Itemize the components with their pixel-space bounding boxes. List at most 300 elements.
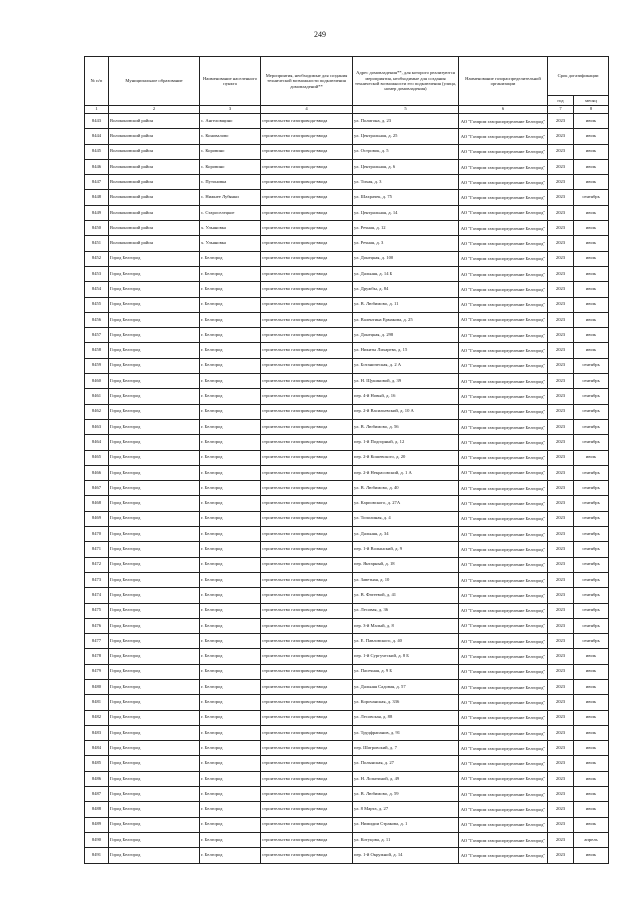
row-number: 8489 bbox=[85, 817, 109, 832]
measure-cell: строительство газопровода-ввода bbox=[261, 144, 353, 159]
organization-cell: АО "Газпром газораспределение Белгород" bbox=[459, 343, 548, 358]
organization-cell: АО "Газпром газораспределение Белгород" bbox=[459, 725, 548, 740]
organization-cell: АО "Газпром газораспределение Белгород" bbox=[459, 511, 548, 526]
row-number: 8491 bbox=[85, 848, 109, 863]
organization-cell: АО "Газпром газораспределение Белгород" bbox=[459, 710, 548, 725]
month-cell: июль bbox=[574, 450, 609, 465]
organization-cell: АО "Газпром газораспределение Белгород" bbox=[459, 603, 548, 618]
address-cell: ул. Полынская, д. 27 bbox=[353, 756, 459, 771]
page-number: 249 bbox=[314, 30, 326, 39]
organization-cell: АО "Газпром газораспределение Белгород" bbox=[459, 527, 548, 542]
measure-cell: строительство газопровода-ввода bbox=[261, 588, 353, 603]
table-row bbox=[85, 481, 609, 496]
address-cell: пер. Шатровский, д. 7 bbox=[353, 741, 459, 756]
gasification-table bbox=[84, 56, 609, 864]
year-cell: 2023 bbox=[548, 159, 574, 174]
organization-cell: АО "Газпром газораспределение Белгород" bbox=[459, 832, 548, 847]
row-number: 8468 bbox=[85, 496, 109, 511]
year-cell: 2023 bbox=[548, 358, 574, 373]
organization-cell: АО "Газпром газораспределение Белгород" bbox=[459, 282, 548, 297]
month-cell: сентябрь bbox=[574, 404, 609, 419]
month-cell: июль bbox=[574, 710, 609, 725]
measure-cell: строительство газопровода-ввода bbox=[261, 450, 353, 465]
year-cell: 2023 bbox=[548, 695, 574, 710]
row-number: 8456 bbox=[85, 312, 109, 327]
table-row bbox=[85, 297, 609, 312]
month-cell: сентябрь bbox=[574, 603, 609, 618]
organization-cell: АО "Газпром газораспределение Белгород" bbox=[459, 618, 548, 633]
settlement-cell: х. Ульяновка bbox=[200, 221, 261, 236]
municipality-cell: Город Белгород bbox=[109, 358, 200, 373]
table-row bbox=[85, 205, 609, 220]
year-cell: 2023 bbox=[548, 496, 574, 511]
address-cell: ул. Н. Щукиновой, д. 39 bbox=[353, 374, 459, 389]
municipality-cell: Город Белгород bbox=[109, 832, 200, 847]
organization-cell: АО "Газпром газораспределение Белгород" bbox=[459, 741, 548, 756]
settlement-cell: с. Нижнее Лубянки bbox=[200, 190, 261, 205]
settlement-cell: г. Белгород bbox=[200, 297, 261, 312]
measure-cell: строительство газопровода-ввода bbox=[261, 389, 353, 404]
year-cell: 2023 bbox=[548, 435, 574, 450]
month-cell: июль bbox=[574, 802, 609, 817]
settlement-cell: г. Белгород bbox=[200, 435, 261, 450]
table-row bbox=[85, 450, 609, 465]
row-number: 8481 bbox=[85, 695, 109, 710]
table-row bbox=[85, 435, 609, 450]
municipality-cell: Волоконовский район bbox=[109, 205, 200, 220]
address-cell: ул. Трудфрапанов, д. 91 bbox=[353, 725, 459, 740]
address-cell: ул. Лесовая, д. 36 bbox=[353, 603, 459, 618]
year-cell: 2023 bbox=[548, 190, 574, 205]
measure-cell: строительство газопровода-ввода bbox=[261, 205, 353, 220]
municipality-cell: Город Белгород bbox=[109, 312, 200, 327]
measure-cell: строительство газопровода-ввода bbox=[261, 511, 353, 526]
municipality-cell: Город Белгород bbox=[109, 511, 200, 526]
table-row bbox=[85, 374, 609, 389]
settlement-cell: с. Ангеловщино bbox=[200, 114, 261, 129]
month-cell: июль bbox=[574, 756, 609, 771]
measure-cell: строительство газопровода-ввода bbox=[261, 679, 353, 694]
address-cell: ул. Центральная, д. 14 bbox=[353, 205, 459, 220]
measure-cell: строительство газопровода-ввода bbox=[261, 710, 353, 725]
organization-cell: АО "Газпром газораспределение Белгород" bbox=[459, 649, 548, 664]
organization-cell: АО "Газпром газораспределение Белгород" bbox=[459, 159, 548, 174]
organization-cell: АО "Газпром газораспределение Белгород" bbox=[459, 802, 548, 817]
settlement-cell: г. Белгород bbox=[200, 404, 261, 419]
address-cell: пер. 3-й Малый, д. 8 bbox=[353, 618, 459, 633]
measure-cell: строительство газопровода-ввода bbox=[261, 374, 353, 389]
address-cell: пер. 4-й Новый, д. 16 bbox=[353, 389, 459, 404]
organization-cell: АО "Газпром газораспределение Белгород" bbox=[459, 695, 548, 710]
municipality-cell: Волоконовский район bbox=[109, 236, 200, 251]
month-cell: июль bbox=[574, 312, 609, 327]
year-cell: 2023 bbox=[548, 542, 574, 557]
municipality-cell: Город Белгород bbox=[109, 328, 200, 343]
month-cell: июль bbox=[574, 741, 609, 756]
table-row bbox=[85, 465, 609, 480]
month-cell: июль bbox=[574, 114, 609, 129]
address-cell: пер. 1-й Окружной, д. 14 bbox=[353, 848, 459, 863]
measure-cell: строительство газопровода-ввода bbox=[261, 496, 353, 511]
year-cell: 2023 bbox=[548, 114, 574, 129]
organization-cell: АО "Газпром газораспределение Белгород" bbox=[459, 465, 548, 480]
measure-cell: строительство газопровода-ввода bbox=[261, 817, 353, 832]
column-number: 5 bbox=[353, 106, 459, 114]
table-row bbox=[85, 848, 609, 863]
row-number: 8470 bbox=[85, 527, 109, 542]
address-cell: ул. Центральная, д. 25 bbox=[353, 129, 459, 144]
organization-cell: АО "Газпром газораспределение Белгород" bbox=[459, 358, 548, 373]
settlement-cell: г. Белгород bbox=[200, 419, 261, 434]
table-row bbox=[85, 129, 609, 144]
table-row bbox=[85, 266, 609, 281]
row-number: 8483 bbox=[85, 725, 109, 740]
settlement-cell: г. Белгород bbox=[200, 618, 261, 633]
header-measures: Мероприятия, необходимые для создания технической возможности подключения домовладений** bbox=[261, 57, 353, 106]
month-cell: сентябрь bbox=[574, 435, 609, 450]
table-row bbox=[85, 190, 609, 205]
month-cell: сентябрь bbox=[574, 374, 609, 389]
month-cell: июль bbox=[574, 144, 609, 159]
settlement-cell: г. Белгород bbox=[200, 603, 261, 618]
address-cell: пер. 2-й Васильевский, д. 10 А bbox=[353, 404, 459, 419]
address-cell: ул. Тихая, д. 3 bbox=[353, 175, 459, 190]
month-cell: сентябрь bbox=[574, 389, 609, 404]
row-number: 8473 bbox=[85, 572, 109, 587]
year-cell: 2023 bbox=[548, 527, 574, 542]
table-row bbox=[85, 312, 609, 327]
month-cell: сентябрь bbox=[574, 465, 609, 480]
row-number: 8479 bbox=[85, 664, 109, 679]
row-number: 8484 bbox=[85, 741, 109, 756]
month-cell: сентябрь bbox=[574, 572, 609, 587]
row-number: 8480 bbox=[85, 679, 109, 694]
address-cell: ул. Никиты Лихарева, д. 15 bbox=[353, 343, 459, 358]
measure-cell: строительство газопровода-ввода bbox=[261, 481, 353, 496]
address-cell: ул. Валентина Ермакова, д. 25 bbox=[353, 312, 459, 327]
municipality-cell: Город Белгород bbox=[109, 572, 200, 587]
table-row bbox=[85, 419, 609, 434]
table-row bbox=[85, 649, 609, 664]
month-cell: сентябрь bbox=[574, 634, 609, 649]
month-cell: сентябрь bbox=[574, 190, 609, 205]
row-number: 8469 bbox=[85, 511, 109, 526]
address-cell: ул. В. Любимово, д. 11 bbox=[353, 297, 459, 312]
settlement-cell: г. Белгород bbox=[200, 450, 261, 465]
settlement-cell: г. Белгород bbox=[200, 557, 261, 572]
header-municipality: Муниципальное образование bbox=[109, 57, 200, 106]
month-cell: сентябрь bbox=[574, 419, 609, 434]
header-organization: Наименование газораспределительной организации bbox=[459, 57, 548, 106]
table-row bbox=[85, 695, 609, 710]
municipality-cell: Город Белгород bbox=[109, 343, 200, 358]
month-cell: июль bbox=[574, 129, 609, 144]
measure-cell: строительство газопровода-ввода bbox=[261, 190, 353, 205]
settlement-cell: с. Коновалово bbox=[200, 129, 261, 144]
settlement-cell: г. Белгород bbox=[200, 848, 261, 863]
header-settlement: Наименование населенного пункта bbox=[200, 57, 261, 106]
year-cell: 2023 bbox=[548, 129, 574, 144]
column-number: 3 bbox=[200, 106, 261, 114]
municipality-cell: Волоконовский район bbox=[109, 144, 200, 159]
table-row bbox=[85, 771, 609, 786]
year-cell: 2023 bbox=[548, 710, 574, 725]
year-cell: 2023 bbox=[548, 481, 574, 496]
row-number: 8447 bbox=[85, 175, 109, 190]
settlement-cell: г. Белгород bbox=[200, 572, 261, 587]
address-cell: ул. 8 Марта, д. 27 bbox=[353, 802, 459, 817]
organization-cell: АО "Газпром газораспределение Белгород" bbox=[459, 481, 548, 496]
table-row bbox=[85, 756, 609, 771]
settlement-cell: г. Белгород bbox=[200, 389, 261, 404]
row-number: 8459 bbox=[85, 358, 109, 373]
header-month: месяц bbox=[574, 96, 609, 106]
measure-cell: строительство газопровода-ввода bbox=[261, 175, 353, 190]
year-cell: 2023 bbox=[548, 266, 574, 281]
row-number: 8490 bbox=[85, 832, 109, 847]
organization-cell: АО "Газпром газораспределение Белгород" bbox=[459, 144, 548, 159]
row-number: 8452 bbox=[85, 251, 109, 266]
settlement-cell: г. Белгород bbox=[200, 266, 261, 281]
address-cell: ул. Дальняя Садовая, д. 57 bbox=[353, 679, 459, 694]
settlement-cell: г. Белгород bbox=[200, 527, 261, 542]
table-row bbox=[85, 572, 609, 587]
measure-cell: строительство газопровода-ввода bbox=[261, 741, 353, 756]
settlement-cell: г. Белгород bbox=[200, 710, 261, 725]
measure-cell: строительство газопровода-ввода bbox=[261, 848, 353, 863]
table-row bbox=[85, 221, 609, 236]
measure-cell: строительство газопровода-ввода bbox=[261, 832, 353, 847]
row-number: 8478 bbox=[85, 649, 109, 664]
address-cell: ул. Центральная, д. 6 bbox=[353, 159, 459, 174]
month-cell: сентябрь bbox=[574, 496, 609, 511]
year-cell: 2023 bbox=[548, 832, 574, 847]
settlement-cell: г. Белгород bbox=[200, 679, 261, 694]
settlement-cell: с. Коровино bbox=[200, 159, 261, 174]
settlement-cell: г. Белгород bbox=[200, 832, 261, 847]
row-number: 8463 bbox=[85, 419, 109, 434]
month-cell: июль bbox=[574, 343, 609, 358]
month-cell: июль bbox=[574, 297, 609, 312]
address-cell: ул. Н. Лопатиной, д. 49 bbox=[353, 771, 459, 786]
row-number: 8453 bbox=[85, 266, 109, 281]
table-row bbox=[85, 328, 609, 343]
organization-cell: АО "Газпром газораспределение Белгород" bbox=[459, 572, 548, 587]
settlement-cell: х. Ульяновка bbox=[200, 236, 261, 251]
address-cell: ул. Лесовская, д. 88 bbox=[353, 710, 459, 725]
table-header bbox=[85, 57, 609, 114]
table-row bbox=[85, 358, 609, 373]
year-cell: 2023 bbox=[548, 664, 574, 679]
measure-cell: строительство газопровода-ввода bbox=[261, 649, 353, 664]
row-number: 8454 bbox=[85, 282, 109, 297]
settlement-cell: г. Белгород bbox=[200, 664, 261, 679]
address-cell: ул. Дружбы, д. 84 bbox=[353, 282, 459, 297]
month-cell: июль bbox=[574, 771, 609, 786]
row-number: 8460 bbox=[85, 374, 109, 389]
address-cell: ул. Пасечная, д. 9 Б bbox=[353, 664, 459, 679]
settlement-cell: г. Белгород bbox=[200, 817, 261, 832]
organization-cell: АО "Газпром газораспределение Белгород" bbox=[459, 450, 548, 465]
year-cell: 2023 bbox=[548, 771, 574, 786]
address-cell: ул. В. Любимово, д. 40 bbox=[353, 481, 459, 496]
measure-cell: строительство газопровода-ввода bbox=[261, 465, 353, 480]
measure-cell: строительство газопровода-ввода bbox=[261, 664, 353, 679]
month-cell: июль bbox=[574, 236, 609, 251]
row-number: 8464 bbox=[85, 435, 109, 450]
year-cell: 2023 bbox=[548, 251, 574, 266]
municipality-cell: Волоконовский район bbox=[109, 114, 200, 129]
organization-cell: АО "Газпром газораспределение Белгород" bbox=[459, 251, 548, 266]
municipality-cell: Город Белгород bbox=[109, 848, 200, 863]
month-cell: сентябрь bbox=[574, 511, 609, 526]
row-number: 8487 bbox=[85, 787, 109, 802]
year-cell: 2023 bbox=[548, 404, 574, 419]
measure-cell: строительство газопровода-ввода bbox=[261, 129, 353, 144]
table-row bbox=[85, 664, 609, 679]
settlement-cell: г. Белгород bbox=[200, 343, 261, 358]
year-cell: 2023 bbox=[548, 221, 574, 236]
year-cell: 2023 bbox=[548, 679, 574, 694]
municipality-cell: Волоконовский район bbox=[109, 190, 200, 205]
measure-cell: строительство газопровода-ввода bbox=[261, 618, 353, 633]
table-row bbox=[85, 741, 609, 756]
row-number: 8465 bbox=[85, 450, 109, 465]
organization-cell: АО "Газпром газораспределение Белгород" bbox=[459, 542, 548, 557]
row-number: 8449 bbox=[85, 205, 109, 220]
municipality-cell: Город Белгород bbox=[109, 542, 200, 557]
table-row bbox=[85, 236, 609, 251]
organization-cell: АО "Газпром газораспределение Белгород" bbox=[459, 205, 548, 220]
month-cell: июль bbox=[574, 282, 609, 297]
measure-cell: строительство газопровода-ввода bbox=[261, 404, 353, 419]
year-cell: 2023 bbox=[548, 419, 574, 434]
address-cell: пер. 1-й Подгорный, д. 12 bbox=[353, 435, 459, 450]
measure-cell: строительство газопровода-ввода bbox=[261, 527, 353, 542]
year-cell: 2023 bbox=[548, 282, 574, 297]
address-cell: ул. Шахрачек, д. 75 bbox=[353, 190, 459, 205]
table-row bbox=[85, 282, 609, 297]
table-body bbox=[85, 114, 609, 864]
organization-cell: АО "Газпром газораспределение Белгород" bbox=[459, 817, 548, 832]
settlement-cell: г. Белгород bbox=[200, 725, 261, 740]
settlement-cell: г. Белгород bbox=[200, 282, 261, 297]
row-number: 8455 bbox=[85, 297, 109, 312]
measure-cell: строительство газопровода-ввода bbox=[261, 312, 353, 327]
municipality-cell: Город Белгород bbox=[109, 710, 200, 725]
settlement-cell: г. Белгород bbox=[200, 741, 261, 756]
settlement-cell: г. Белгород bbox=[200, 588, 261, 603]
table-row bbox=[85, 114, 609, 129]
municipality-cell: Город Белгород bbox=[109, 802, 200, 817]
header-term: Срок догазификации bbox=[548, 57, 609, 96]
year-cell: 2023 bbox=[548, 787, 574, 802]
year-cell: 2023 bbox=[548, 511, 574, 526]
municipality-cell: Волоконовский район bbox=[109, 129, 200, 144]
organization-cell: АО "Газпром газораспределение Белгород" bbox=[459, 389, 548, 404]
organization-cell: АО "Газпром газораспределение Белгород" bbox=[459, 848, 548, 863]
year-cell: 2023 bbox=[548, 175, 574, 190]
measure-cell: строительство газопровода-ввода bbox=[261, 159, 353, 174]
organization-cell: АО "Газпром газораспределение Белгород" bbox=[459, 312, 548, 327]
year-cell: 2023 bbox=[548, 465, 574, 480]
organization-cell: АО "Газпром газораспределение Белгород" bbox=[459, 496, 548, 511]
row-number: 8485 bbox=[85, 756, 109, 771]
measure-cell: строительство газопровода-ввода bbox=[261, 802, 353, 817]
municipality-cell: Город Белгород bbox=[109, 649, 200, 664]
month-cell: июль bbox=[574, 175, 609, 190]
year-cell: 2023 bbox=[548, 603, 574, 618]
column-number: 2 bbox=[109, 106, 200, 114]
address-cell: пер. 2-й Кошевского, д. 20 bbox=[353, 450, 459, 465]
address-cell: пер. 1-й Сургуческий, д. 8 Б bbox=[353, 649, 459, 664]
municipality-cell: Город Белгород bbox=[109, 679, 200, 694]
month-cell: июль bbox=[574, 649, 609, 664]
table-row bbox=[85, 710, 609, 725]
address-cell: ул. Речная, д. 12 bbox=[353, 221, 459, 236]
column-number: 4 bbox=[261, 106, 353, 114]
municipality-cell: Город Белгород bbox=[109, 787, 200, 802]
measure-cell: строительство газопровода-ввода bbox=[261, 343, 353, 358]
organization-cell: АО "Газпром газораспределение Белгород" bbox=[459, 266, 548, 281]
address-cell: ул. Карповского, д. 27А bbox=[353, 496, 459, 511]
measure-cell: строительство газопровода-ввода bbox=[261, 282, 353, 297]
address-cell: ул. Дальняя, д. 34 bbox=[353, 527, 459, 542]
month-cell: сентябрь bbox=[574, 557, 609, 572]
row-number: 8467 bbox=[85, 481, 109, 496]
row-number: 8458 bbox=[85, 343, 109, 358]
municipality-cell: Город Белгород bbox=[109, 389, 200, 404]
measure-cell: строительство газопровода-ввода bbox=[261, 114, 353, 129]
year-cell: 2023 bbox=[548, 634, 574, 649]
year-cell: 2023 bbox=[548, 741, 574, 756]
row-number: 8472 bbox=[85, 557, 109, 572]
row-number: 8448 bbox=[85, 190, 109, 205]
organization-cell: АО "Газпром газораспределение Белгород" bbox=[459, 756, 548, 771]
table-row bbox=[85, 389, 609, 404]
column-number: 1 bbox=[85, 106, 109, 114]
organization-cell: АО "Газпром газораспределение Белгород" bbox=[459, 664, 548, 679]
month-cell: апрель bbox=[574, 832, 609, 847]
municipality-cell: Город Белгород bbox=[109, 435, 200, 450]
year-cell: 2023 bbox=[548, 374, 574, 389]
year-cell: 2023 bbox=[548, 450, 574, 465]
settlement-cell: г. Белгород bbox=[200, 251, 261, 266]
address-cell: ул. Донецкая, д. 298 bbox=[353, 328, 459, 343]
settlement-cell: г. Белгород bbox=[200, 312, 261, 327]
address-cell: ул. Тополиная, д. 4 bbox=[353, 511, 459, 526]
address-cell: ул. В. Любимово, д. 59 bbox=[353, 787, 459, 802]
row-number: 8477 bbox=[85, 634, 109, 649]
municipality-cell: Город Белгород bbox=[109, 618, 200, 633]
row-number: 8488 bbox=[85, 802, 109, 817]
month-cell: июль bbox=[574, 266, 609, 281]
address-cell: пер. Янтарный, д. 18 bbox=[353, 557, 459, 572]
month-cell: сентябрь bbox=[574, 358, 609, 373]
table-row bbox=[85, 634, 609, 649]
municipality-cell: Город Белгород bbox=[109, 251, 200, 266]
organization-cell: АО "Газпром газораспределение Белгород" bbox=[459, 236, 548, 251]
municipality-cell: Город Белгород bbox=[109, 817, 200, 832]
measure-cell: строительство газопровода-ввода bbox=[261, 725, 353, 740]
measure-cell: строительство газопровода-ввода bbox=[261, 251, 353, 266]
municipality-cell: Город Белгород bbox=[109, 450, 200, 465]
organization-cell: АО "Газпром газораспределение Белгород" bbox=[459, 634, 548, 649]
municipality-cell: Город Белгород bbox=[109, 725, 200, 740]
municipality-cell: Город Белгород bbox=[109, 374, 200, 389]
year-cell: 2023 bbox=[548, 312, 574, 327]
table-row bbox=[85, 588, 609, 603]
